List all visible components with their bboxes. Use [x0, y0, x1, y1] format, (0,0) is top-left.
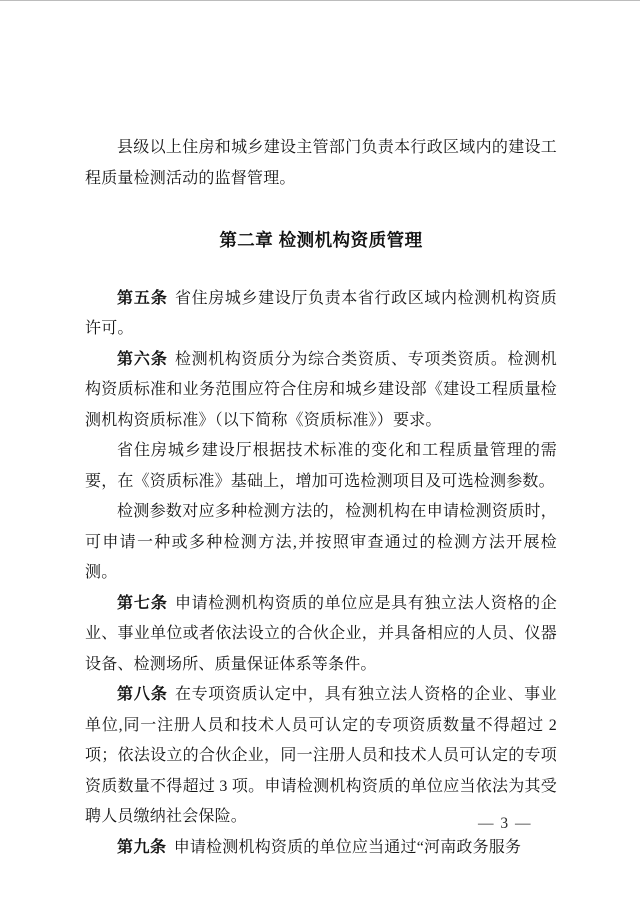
article-7-number: 第七条 — [117, 594, 168, 612]
article-5-number: 第五条 — [117, 289, 168, 307]
article-6-paragraph — [85, 345, 557, 437]
paragraph-text: 省住房城乡建设厅根据技术标准的变化和工程质量管理的需要，在《资质标准》基础上，增加可选检测项目及可选检测参数。 — [85, 442, 557, 490]
document-body — [85, 133, 557, 863]
article-6-continuation-paragraph-2 — [85, 497, 557, 589]
article-9-number: 第九条 — [117, 838, 167, 856]
article-6-continuation-paragraph-1 — [85, 436, 557, 497]
article-5-paragraph — [85, 284, 557, 345]
article-9-paragraph — [85, 833, 557, 864]
intro-paragraph — [85, 133, 557, 194]
article-7-paragraph — [85, 589, 557, 681]
page-number: — 3 — — [478, 815, 532, 832]
paragraph-text: 申请检测机构资质的单位应当通过“河南政务服务 — [173, 838, 522, 856]
article-6-number: 第六条 — [117, 350, 168, 368]
paragraph-text: 省住房城乡建设厅负责本省行政区域内检测机构资质许可。 — [85, 289, 557, 337]
paragraph-text: 检测参数对应多种检测方法的，检测机构在申请检测资质时，可申请一种或多种检测方法,并按照审查通过的检测方法开展检测。 — [85, 503, 557, 581]
paragraph-text: 在专项资质认定中，具有独立法人资格的企业、事业单位,同一注册人员和技术人员可认定的专项资质数量不得超过 2 项；依法设立的合伙企业，同一注册人员和技术人员可认定的专项资质数量不得超过 3 项。申请检测机构资质的单位应当依法为其受聘人员缴纳社会保险。 — [85, 686, 557, 825]
article-8-paragraph — [85, 680, 557, 833]
article-8-number: 第八条 — [117, 686, 168, 703]
paragraph-text: 检测机构资质分为综合类资质、专项类资质。检测机构资质标准和业务范围应符合住房和城乡建设部《建设工程质量检测机构资质标准》（以下简称《资质标准》）要求。 — [85, 350, 557, 429]
chapter-heading: 第二章 检测机构资质管理 — [219, 230, 423, 250]
paragraph-text: 县级以上住房和城乡建设主管部门负责本行政区域内的建设工程质量检测活动的监督管理。 — [85, 139, 557, 187]
scan-edge-line — [0, 0, 640, 1]
paragraph-text: 申请检测机构资质的单位应是具有独立法人资格的企业、事业单位或者依法设立的合伙企业，并具备相应的人员、仪器设备、检测场所、质量保证体系等条件。 — [85, 594, 557, 673]
